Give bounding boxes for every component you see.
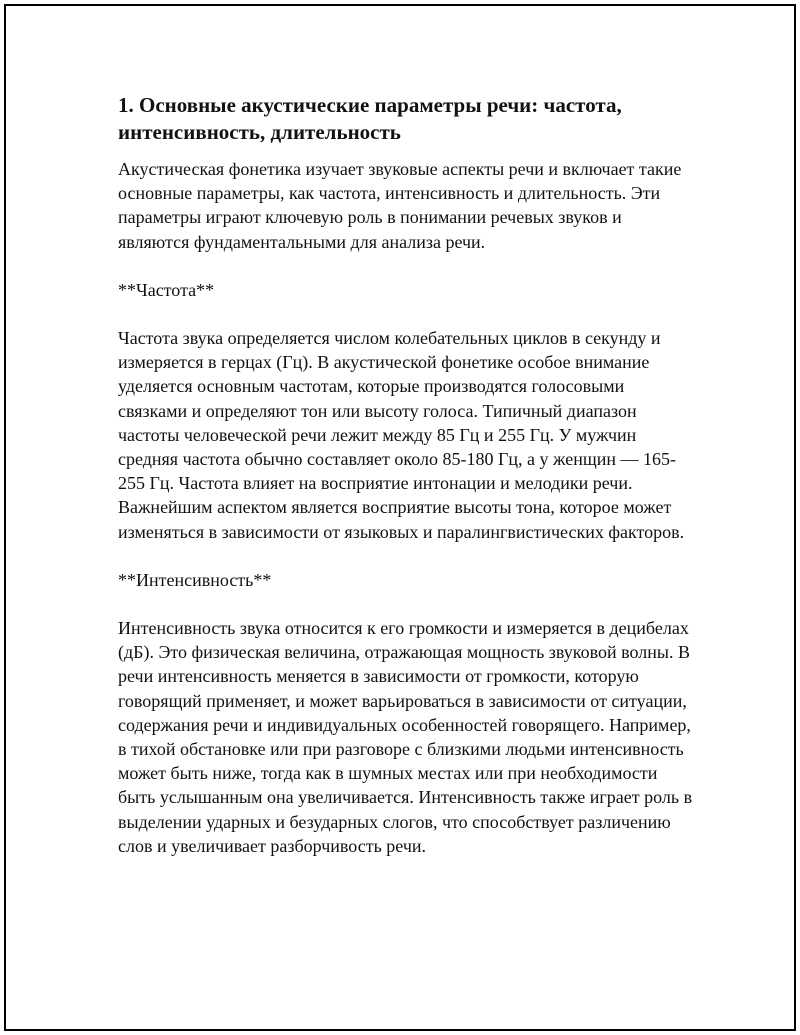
frequency-paragraph: Частота звука определяется числом колебательных циклов в секунду и измеряется в герцах (Гц). В акустической фонетике особое внимание уделяется основным частотам, которые производятся голосовыми связками и определяют тон или высоту голоса. Типичный диапазон частоты человеческой речи лежит между 85 Гц и 255 Гц. У мужчин средняя частота обычно составляет около 85-180 Гц, а у женщин — 165-255 Гц. Частота влияет на восприятие интонации и мелодики речи. Важнейшим аспектом является восприятие высоты тона, которое может изменяться в зависимости от языковых и паралингвистических факторов. (118, 328, 685, 542)
section-heading: 1. Основные акустические параметры речи: частота, интенсивность, длительность (118, 93, 622, 144)
intensity-subheading: **Интенсивность** (118, 569, 272, 590)
intro-paragraph: Акустическая фонетика изучает звуковые аспекты речи и включает такие основные параметры, как частота, интенсивность и длительность. Эти параметры играют ключевую роль в понимании речевых звуков и являются фундаментальными для анализа речи. (118, 159, 682, 252)
frequency-subheading: **Частота** (118, 279, 215, 300)
document-body (118, 92, 693, 858)
intensity-paragraph: Интенсивность звука относится к его громкости и измеряется в децибелах (дБ). Это физическая величина, отражающая мощность звуковой волны. В речи интенсивность меняется в зависимости от громкости, которую говорящий применяет, и может варьироваться в зависимости от ситуации, содержания речи и индивидуальных особенностей говорящего. Например, в тихой обстановке или при разговоре с близкими людьми интенсивность может быть ниже, тогда как в шумных местах или при необходимости быть услышанным она увеличивается. Интенсивность также играет роль в выделении ударных и безударных слогов, что способствует различению слов и увеличивает разборчивость речи. (118, 618, 693, 856)
